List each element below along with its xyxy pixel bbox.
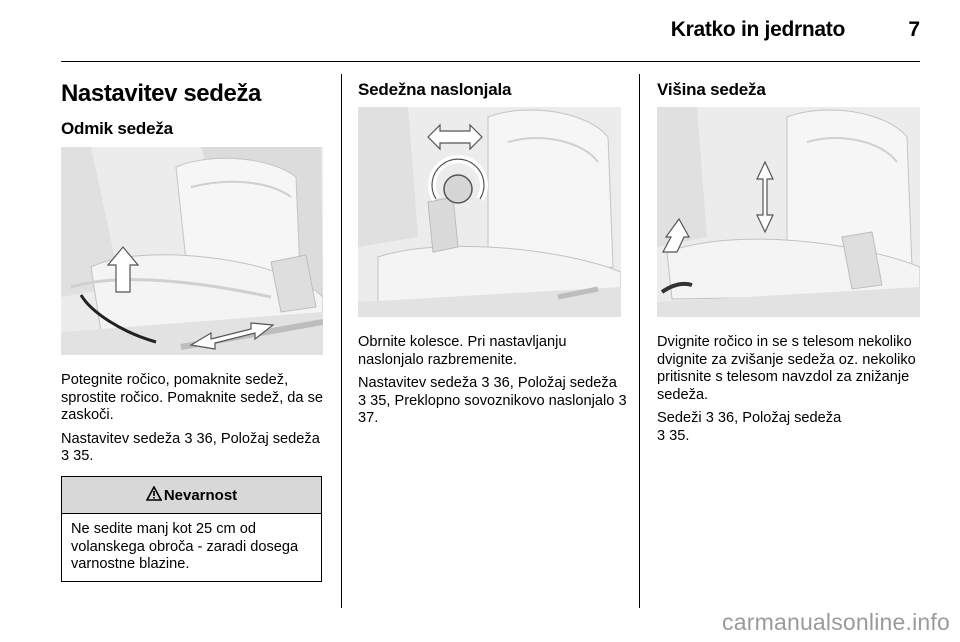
page-reference-icon: 3 xyxy=(618,392,627,409)
body-text xyxy=(657,334,925,452)
page-reference-icon: 3 xyxy=(657,427,666,444)
page-reference-icon: 3 xyxy=(481,375,490,392)
subsection-heading: Sedežna naslonjala xyxy=(358,80,512,99)
paragraph: Nastavitev sedeža 3 36, Položaj sedeža 3 35. xyxy=(61,430,320,465)
paragraph: Potegnite ročico, pomaknite sedež, sprostite ročico. Pomaknite sedež, da se zaskoči. xyxy=(61,372,324,424)
page-reference-icon: 3 xyxy=(358,392,367,409)
column-divider xyxy=(341,74,342,608)
section-title: Nastavitev sedeža xyxy=(61,80,261,107)
paragraph: Dvignite ročico in se s telesom nekoliko dvignite za zvišanje sedeža oz. nekoliko pritisnite s telesom navzdol za znižanje sedeža. xyxy=(657,334,916,403)
page-reference-icon: 3 xyxy=(705,410,714,427)
warning-header xyxy=(62,477,321,514)
header-title: Kratko in jedrnato xyxy=(670,18,845,41)
warning-title: Nevarnost xyxy=(163,486,238,504)
paragraph: Sedeži 3 36, Položaj sedeža 3 35. xyxy=(657,410,842,444)
seat-backrest-illustration xyxy=(358,107,621,317)
paragraph: Nastavitev sedeža 3 36, Položaj sedeža 3 35, Preklopno sovoznikovo naslonjalo 3 37. xyxy=(358,375,627,427)
body-text xyxy=(358,334,628,434)
page-number: 7 xyxy=(908,18,920,41)
column-divider xyxy=(639,74,640,608)
seat-slide-illustration xyxy=(61,147,323,355)
watermark: carmanualsonline.info xyxy=(722,609,950,635)
page-reference-icon: 3 xyxy=(184,430,193,447)
header-rule xyxy=(61,61,920,62)
paragraph: Obrnite kolesce. Pri nastavljanju naslonjalo razbremenite. xyxy=(358,334,567,368)
warning-triangle-icon xyxy=(146,486,162,505)
warning-box xyxy=(61,476,322,582)
subsection-heading: Višina sedeža xyxy=(657,80,766,99)
page-reference-icon: 3 xyxy=(61,448,70,465)
subsection-heading: Odmik sedeža xyxy=(61,119,173,138)
warning-text: Ne sedite manj kot 25 cm od volanskega obroča - zaradi dosega varnostne blazine. xyxy=(71,521,299,573)
body-text xyxy=(61,372,329,472)
seat-height-illustration xyxy=(657,107,920,317)
